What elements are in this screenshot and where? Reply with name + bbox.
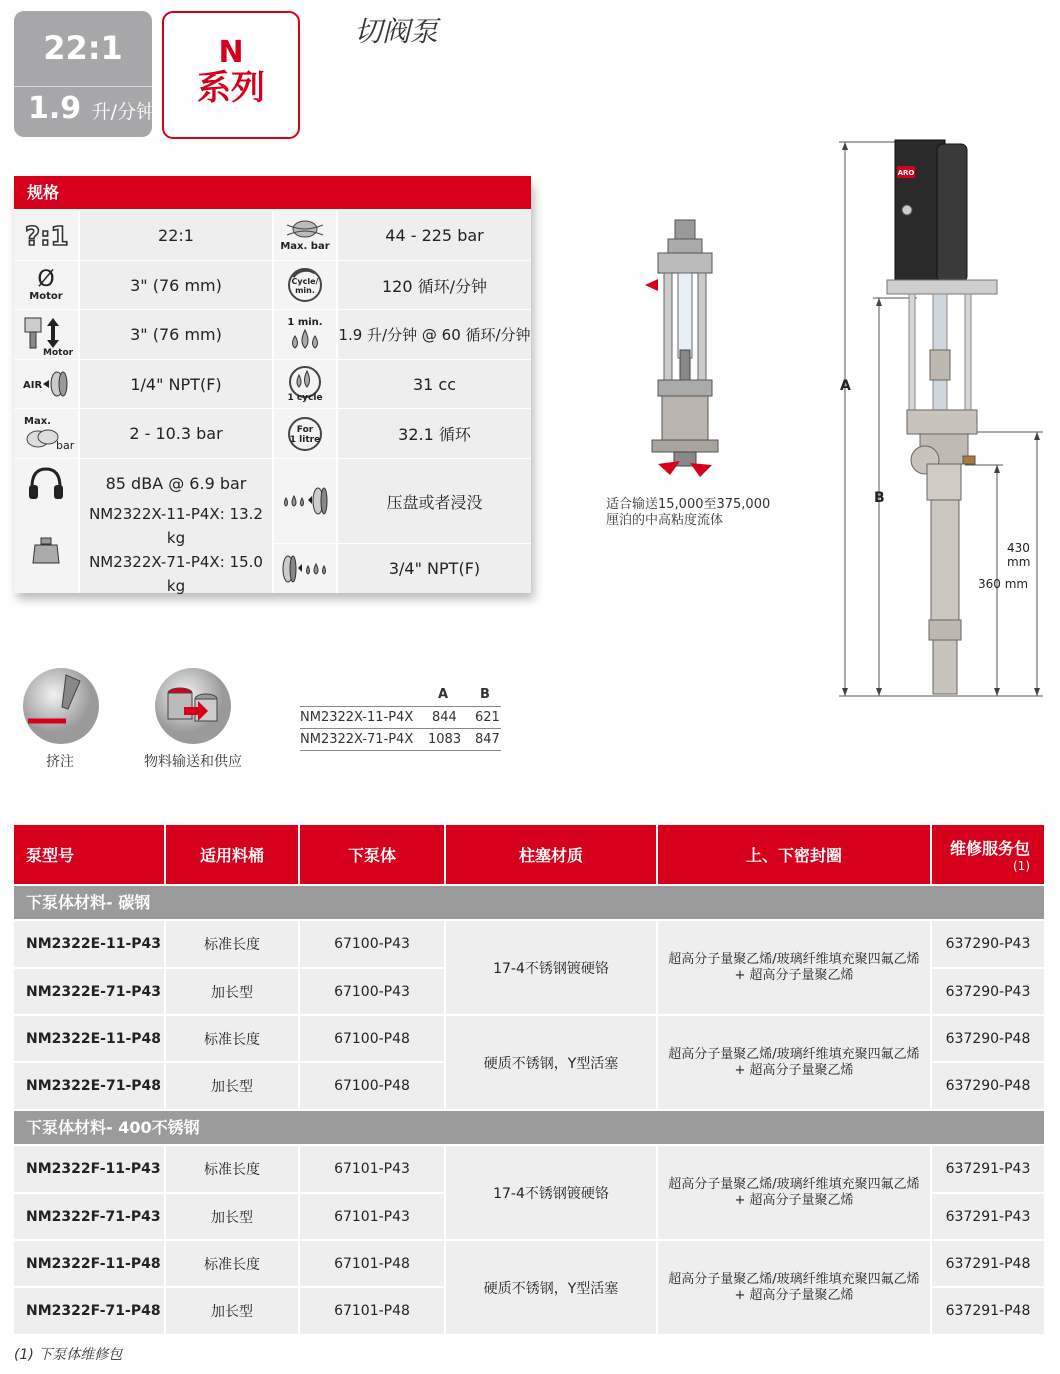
flow-per-minute-icon: [274, 310, 336, 359]
svg-text:1 litre: 1 litre: [289, 434, 321, 445]
svg-text:AIR: AIR: [23, 380, 43, 391]
seal-line-2: + 超高分子量聚乙烯: [734, 967, 854, 983]
weight-value-11: NM2322X-11-P4X: 13.2 kg: [89, 505, 263, 547]
extrusion-icon: [22, 667, 100, 745]
dim-header-b: B: [480, 687, 490, 702]
dim-model: NM2322X-11-P4X: [300, 710, 414, 725]
flow-per-minute-value: 1.9 升/分钟 @ 60 循环/分钟: [338, 326, 531, 344]
table-drum-cell: 标准长度: [166, 1146, 298, 1192]
spec-header: 规格: [14, 176, 531, 209]
motor-diameter-value: 3" (76 mm): [130, 275, 222, 295]
max-bar-label: Max. bar: [280, 240, 330, 252]
weight-values: [80, 507, 272, 593]
one-min-label: 1 min.: [287, 317, 323, 328]
dimension-header: [300, 684, 501, 706]
col-header-lower: 下泵体: [300, 825, 444, 884]
col-header-drum: 适用料桶: [166, 825, 298, 884]
seal-line-1: 超高分子量聚乙烯/玻璃纤维填充聚四氟乙烯: [668, 1046, 920, 1062]
col-header-seals: 上、下密封圈: [658, 825, 930, 884]
pressure-ratio: 22:1: [43, 29, 123, 67]
seal-line-2: + 超高分子量聚乙烯: [734, 1062, 854, 1078]
table-lower-cell: 67100-P48: [300, 1016, 444, 1061]
mounting-icon: [274, 459, 336, 543]
spec-row-air-pressure: [14, 408, 531, 458]
table-model-cell: NM2322E-71-P48: [14, 1063, 164, 1109]
table-kit-cell: 637291-P48: [932, 1288, 1044, 1334]
spec-row-motor: [14, 260, 531, 309]
motor-diameter-icon: Ø Motor: [14, 261, 78, 309]
dim-b: 621: [475, 710, 500, 725]
table-drum-cell: 标准长度: [166, 1241, 298, 1286]
transfer-supply-icon: [154, 667, 232, 745]
table-drum-cell: 标准长度: [166, 1016, 298, 1061]
spec-row-stroke: [14, 309, 531, 359]
table-model-cell: NM2322E-71-P43: [14, 969, 164, 1014]
table-plunger-cell: 17-4不锈钢镀硬铬: [446, 921, 656, 1014]
one-cycle-label: 1 cycle: [287, 393, 323, 403]
dim-label-b: B: [874, 490, 885, 506]
table-lower-cell: 67100-P43: [300, 969, 444, 1014]
table-model-cell: NM2322E-11-P48: [14, 1016, 164, 1061]
table-kit-cell: 637290-P48: [932, 1016, 1044, 1061]
max-pressure-value: 44 - 225 bar: [385, 225, 484, 245]
mounting-value: 压盘或者浸没: [338, 459, 531, 543]
table-kit-cell: 637291-P43: [932, 1194, 1044, 1239]
series-badge: [162, 11, 300, 139]
bar-unit-label: bar: [56, 439, 75, 452]
table-lower-cell: 67101-P48: [300, 1241, 444, 1286]
dim-model: NM2322X-71-P4X: [300, 732, 414, 747]
displacement-value: 31 cc: [412, 374, 457, 394]
lower-pump-illustration: [640, 215, 730, 490]
col-header-model: 泵型号: [14, 825, 164, 884]
cycle-rate-icon: [274, 261, 336, 309]
table-lower-cell: 67101-P48: [300, 1288, 444, 1334]
table-plunger-cell: 硬质不锈钢，Y型活塞: [446, 1016, 656, 1109]
ratio-badge: [14, 11, 156, 137]
dimension-table: [300, 684, 501, 751]
dim-label-430: 430 mm: [1007, 541, 1031, 569]
table-model-cell: NM2322F-11-P48: [14, 1241, 164, 1286]
col-header-plunger: 柱塞材质: [446, 825, 656, 884]
table-kit-cell: 637291-P48: [932, 1241, 1044, 1286]
dim-a: 1083: [428, 732, 462, 747]
table-seal-cell: [658, 1016, 930, 1109]
table-seal-cell: [658, 1241, 930, 1334]
footnote: (1) 下泵体维修包: [14, 1347, 123, 1363]
displacement-icon: [274, 360, 336, 408]
seal-line-1: 超高分子量聚乙烯/玻璃纤维填充聚四氟乙烯: [668, 1271, 920, 1287]
table-model-cell: NM2322E-11-P43: [14, 921, 164, 967]
table-drum-cell: 标准长度: [166, 921, 298, 967]
stroke-icon: [14, 310, 78, 359]
table-lower-cell: 67100-P48: [300, 1063, 444, 1109]
viscosity-line-2: 厘泊的中高粘度流体: [606, 513, 724, 528]
table-drum-cell: 加长型: [166, 1063, 298, 1109]
weight-icon: [14, 507, 78, 593]
dim-label-360: 360 mm: [978, 577, 1029, 591]
ratio-value: 22:1: [158, 225, 194, 245]
seal-line-1: 超高分子量聚乙烯/玻璃纤维填充聚四氟乙烯: [668, 1176, 920, 1192]
spec-row-air: [14, 359, 531, 408]
table-kit-cell: 637290-P43: [932, 921, 1044, 967]
col-header-kit: [932, 825, 1044, 884]
section-header: 下泵体材料- 400不锈钢: [14, 1111, 1044, 1144]
table-seal-cell: [658, 1146, 930, 1239]
badge-divider: [14, 86, 152, 87]
col-header-kit-label: 维修服务包: [949, 839, 1030, 858]
max-label: Max.: [24, 416, 51, 427]
dim-b: 847: [475, 732, 500, 747]
viscosity-line-1: 适合输送15,000至375,000: [606, 497, 771, 512]
ratio-icon: [14, 210, 78, 260]
svg-text:min.: min.: [295, 286, 315, 295]
table-seal-cell: [658, 921, 930, 1014]
table-plunger-cell: 硬质不锈钢，Y型活塞: [446, 1241, 656, 1334]
table-kit-cell: 637290-P43: [932, 969, 1044, 1014]
app-label-transfer: 物料输送和供应: [144, 754, 242, 770]
table-drum-cell: 加长型: [166, 969, 298, 1014]
dimension-row: [300, 728, 501, 751]
table-drum-cell: 加长型: [166, 1194, 298, 1239]
motor-label: Motor: [29, 290, 63, 302]
table-kit-cell: 637291-P43: [932, 1146, 1044, 1192]
table-model-cell: NM2322F-71-P43: [14, 1194, 164, 1239]
dimension-row: [300, 706, 501, 728]
air-inlet-icon: [14, 360, 78, 408]
table-lower-cell: 67101-P43: [300, 1194, 444, 1239]
brand-label: ARO: [897, 169, 915, 177]
table-drum-cell: 加长型: [166, 1288, 298, 1334]
viscosity-note: [606, 497, 770, 529]
dim-a: 844: [432, 710, 457, 725]
section-header: 下泵体材料- 碳钢: [14, 886, 1044, 919]
seal-line-2: + 超高分子量聚乙烯: [734, 1192, 854, 1208]
cycle-rate-value: 120 循环/分钟: [381, 276, 488, 296]
app-label-extrusion: 挤注: [46, 754, 74, 770]
noise-value: 85 dBA @ 6.9 bar: [105, 473, 247, 493]
table-model-cell: NM2322F-71-P48: [14, 1288, 164, 1334]
svg-text:?:1: ?:1: [25, 222, 69, 252]
cycles-per-litre-icon: [274, 409, 336, 458]
air-pressure-icon: [14, 409, 78, 458]
fluid-outlet-value: 3/4" NPT(F): [388, 559, 481, 578]
weight-value-71: NM2322X-71-P4X: 15.0 kg: [89, 553, 263, 595]
svg-text:For: For: [296, 424, 314, 435]
stroke-motor-label: Motor: [43, 347, 74, 358]
table-kit-cell: 637290-P48: [932, 1063, 1044, 1109]
table-model-cell: NM2322F-11-P43: [14, 1146, 164, 1192]
max-pressure-icon: [274, 210, 336, 260]
air-inlet-value: 1/4" NPT(F): [130, 374, 222, 394]
flow-rate: [28, 91, 155, 126]
cycles-per-litre-value: 32.1 循环: [398, 425, 471, 444]
seal-line-1: 超高分子量聚乙烯/玻璃纤维填充聚四氟乙烯: [668, 951, 920, 967]
seal-line-2: + 超高分子量聚乙烯: [734, 1287, 854, 1303]
series-letter: N: [218, 35, 244, 70]
spec-card: [14, 176, 531, 593]
table-lower-cell: 67100-P43: [300, 921, 444, 967]
dim-header-a: A: [438, 687, 449, 702]
air-pressure-value: 2 - 10.3 bar: [129, 424, 223, 443]
pump-dimension-drawing: [825, 130, 1055, 705]
col-header-kit-note: (1): [1013, 859, 1030, 873]
spec-row-ratio: [14, 209, 531, 260]
headphones-icon: [14, 459, 78, 507]
page-title: 切阀泵: [354, 15, 439, 48]
series-word: 系列: [197, 68, 265, 108]
table-lower-cell: 67101-P43: [300, 1146, 444, 1192]
flow-unit: 升/分钟: [91, 101, 156, 123]
table-plunger-cell: 17-4不锈钢镀硬铬: [446, 1146, 656, 1239]
fluid-outlet-icon: [274, 544, 336, 593]
svg-text:Cycle/: Cycle/: [291, 277, 319, 286]
flow-value: 1.9: [28, 91, 82, 126]
stroke-value: 3" (76 mm): [130, 325, 222, 344]
dim-label-a: A: [840, 378, 851, 394]
